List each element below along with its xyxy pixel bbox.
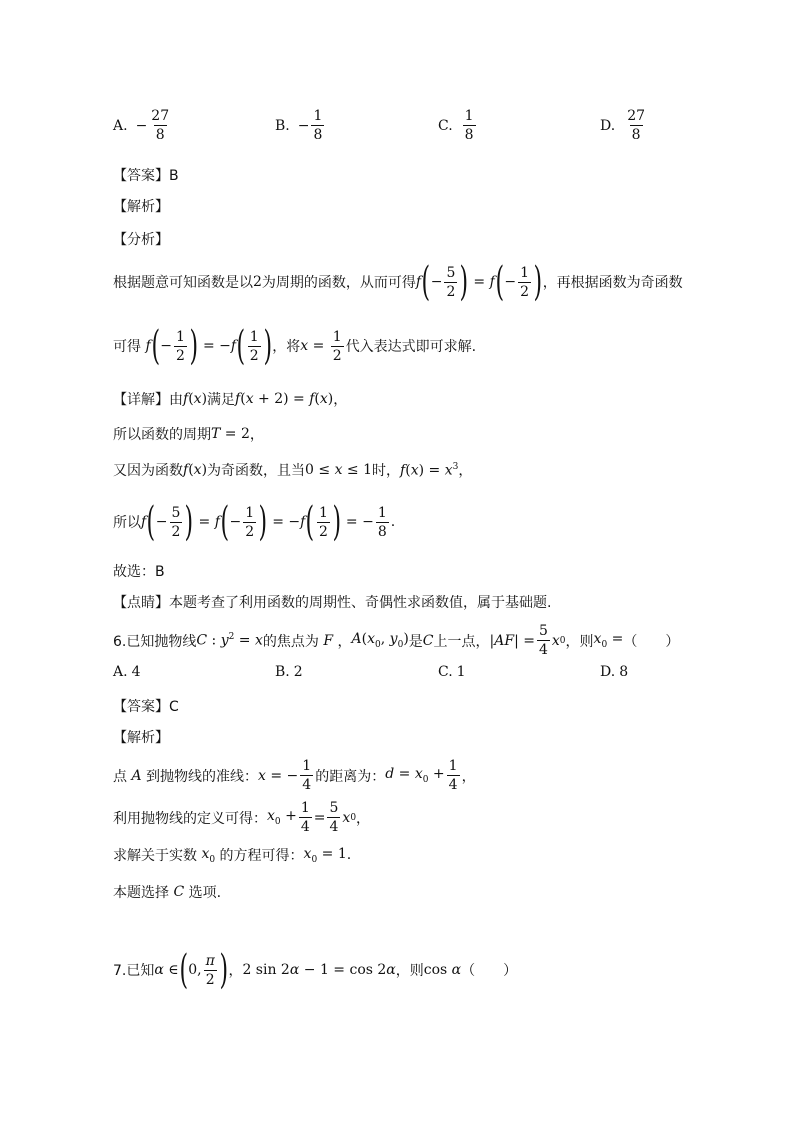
q6-analysis-tag: 【解析】 bbox=[113, 730, 169, 746]
q6-answer-tag: 【答案】C bbox=[113, 699, 179, 715]
option-fraction: $\frac{27}{8}$ bbox=[151, 108, 170, 143]
q5-fenxi-tag: 【分析】 bbox=[113, 232, 169, 248]
q6-solution-line4: 本题选择 C 选项. bbox=[113, 884, 222, 901]
option-fraction: $\frac{27}{8}$ bbox=[627, 108, 646, 143]
option-label: A. bbox=[113, 117, 128, 134]
q6-option-c: C. 1 bbox=[438, 664, 466, 680]
q6-solution-line2: 利用抛物线的定义可得： $x_0$ + $\frac{1}{4}$ = $\frac{5}{4}$ x 0 ， bbox=[113, 800, 371, 835]
q7-stem: 7.已知 α ∈ ( 0, $\frac{\pi}{2}$ ) ， 2 sin 2α − 1 = cos 2α ，则 cos α （ ） bbox=[113, 947, 518, 993]
q5-fenxi-line2: 可得 f ( − $\frac{1}{2}$ ) = − f ( $\frac{1}{2}$ ) ，将 x = $\frac{1}{2}$ 代入表达式即可求解. bbox=[113, 323, 477, 369]
option-sign: − bbox=[135, 117, 148, 134]
option-label: C. bbox=[438, 117, 453, 134]
q5-fenxi-line1: 根据题意可知函数是以 2 为周期的函数，从而可得 f ( − $\frac{5}{2}$ ) = f ( − $\frac{1}{2}$ ) ，再根据函数为奇函数 bbox=[113, 259, 683, 305]
q5-detail-line2: 所以函数的周期 T = 2 ， bbox=[113, 426, 264, 443]
q5-option-a bbox=[113, 108, 173, 143]
q5-choose: 故选：B bbox=[113, 564, 165, 580]
q5-detail-line4: 所以 f ( − $\frac{5}{2}$ ) = f ( − $\frac{1}{2}$ ) = − f ( $\frac{1}{2}$ ) = − $\frac{1}{8}$ . bbox=[113, 499, 396, 545]
q6-option-b: B. 2 bbox=[275, 664, 303, 680]
q6-solution-line1: 点 A 到抛物线的准线： x = − $\frac{1}{4}$ 的距离为： $d = x_0$ + $\frac{1}{4}$ ， bbox=[113, 758, 476, 793]
option-fraction: $\frac{1}{8}$ bbox=[313, 108, 323, 143]
q6-stem: 6.已知抛物线 C : $y^2 = x$ 的焦点为 F ， $A(x_0$, $y_0$) 是 C 上一点， |AF| = $\frac{5}{4}$ x 0 ，则 $x_0$ = （ ） bbox=[113, 623, 680, 658]
q5-answer-tag: 【答案】B bbox=[113, 168, 179, 184]
q5-comment: 【点睛】 本题考查了利用函数的周期性、奇偶性求函数值，属于基础题. bbox=[113, 595, 552, 611]
q5-option-d bbox=[600, 108, 649, 143]
option-label: B. bbox=[275, 117, 290, 134]
q5-detail-line1: 【详解】 由 f(x) 满足 f(x + 2) = f(x) ， bbox=[113, 391, 348, 408]
q5-analysis-tag: 【解析】 bbox=[113, 199, 169, 215]
q5-option-c bbox=[438, 108, 478, 143]
q6-option-a: A. 4 bbox=[113, 664, 141, 680]
option-label: D. bbox=[600, 117, 616, 134]
option-sign: − bbox=[297, 117, 310, 134]
q5-option-b bbox=[275, 108, 326, 143]
q6-solution-line3: 求解关于实数 $x_0$ 的方程可得： $x_0 = 1$ . bbox=[113, 845, 352, 865]
option-fraction: $\frac{1}{8}$ bbox=[464, 108, 474, 143]
q5-detail-line3: 又因为函数 f(x) 为奇函数，且当 0 ≤ x ≤ 1 时， $f(x) = x^3$ ， bbox=[113, 461, 473, 479]
q6-option-d: D. 8 bbox=[600, 664, 629, 680]
